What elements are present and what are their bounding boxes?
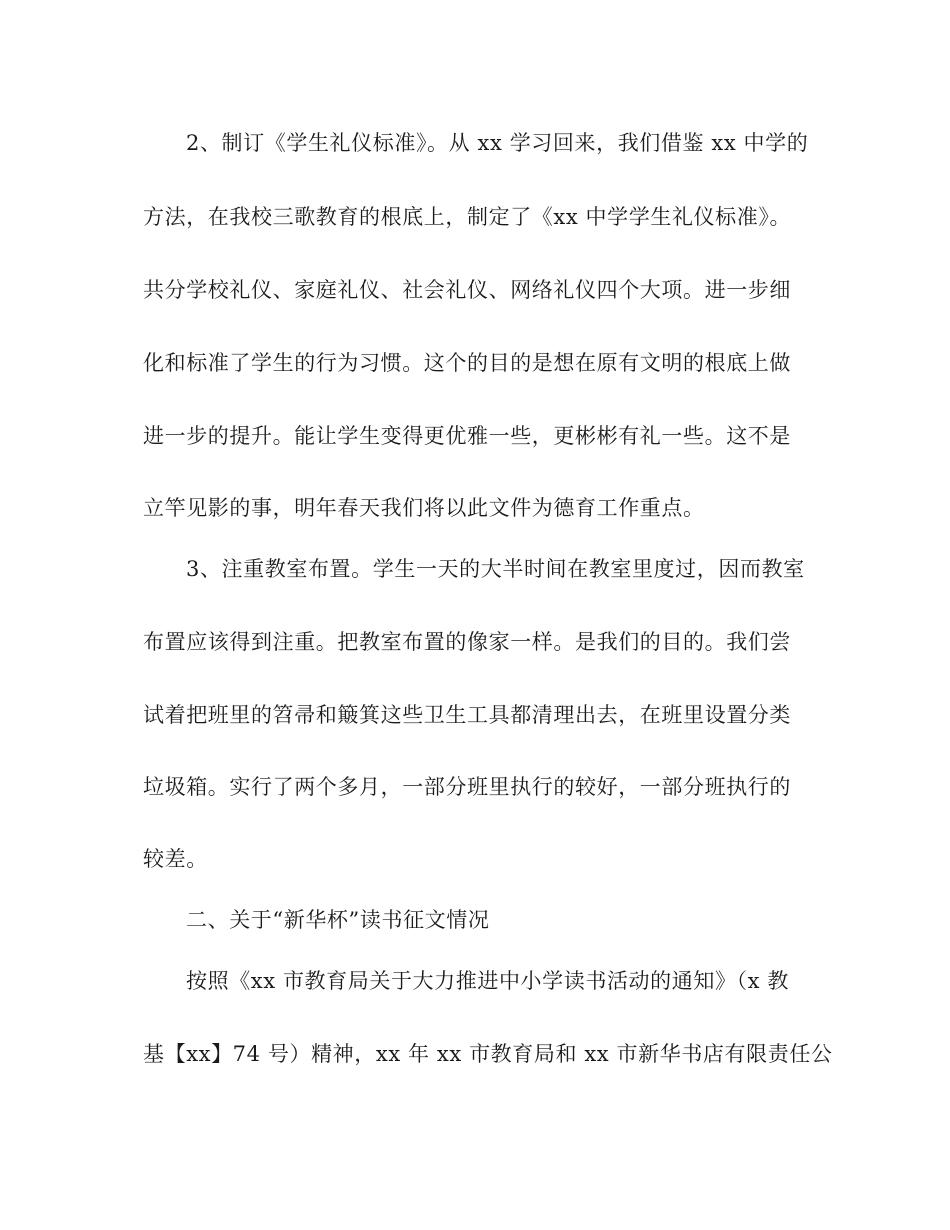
paragraph-line: 方法，在我校三歌教育的根底上，制定了《xx 中学学生礼仪标准》。: [143, 205, 792, 229]
paragraph-line: 共分学校礼仪、家庭礼仪、社会礼仪、网络礼仪四个大项。进一步细: [143, 278, 791, 302]
paragraph-line: 立竿见影的事，明年春天我们将以此文件为德育工作重点。: [143, 496, 705, 520]
paragraph-line: 按照《xx 市教育局关于大力推进中小学读书活动的通知》（x 教: [186, 969, 789, 993]
paragraph-line: 进一步的提升。能让学生变得更优雅一些，更彬彬有礼一些。这不是: [143, 424, 791, 448]
section-heading: 二、关于“新华杯”读书征文情况: [186, 908, 490, 932]
paragraph-line: 化和标准了学生的行为习惯。这个的目的是想在原有文明的根底上做: [143, 351, 791, 375]
paragraph-line: 垃圾箱。实行了两个多月，一部分班里执行的较好，一部分班执行的: [143, 775, 791, 799]
paragraph-line: 布置应该得到注重。把教室布置的像家一样。是我们的目的。我们尝: [143, 630, 791, 654]
paragraph-line: 3、注重教室布置。学生一天的大半时间在教室里度过，因而教室: [186, 557, 805, 581]
paragraph-line: 试着把班里的笤帚和簸箕这些卫生工具都清理出去，在班里设置分类: [143, 703, 791, 727]
paragraph-line: 基【xx】74 号）精神，xx 年 xx 市教育局和 xx 市新华书店有限责任公: [143, 1042, 833, 1066]
paragraph-line: 2、制订《学生礼仪标准》。从 xx 学习回来，我们借鉴 xx 中学的: [186, 131, 809, 155]
paragraph-line: 较差。: [143, 847, 208, 871]
